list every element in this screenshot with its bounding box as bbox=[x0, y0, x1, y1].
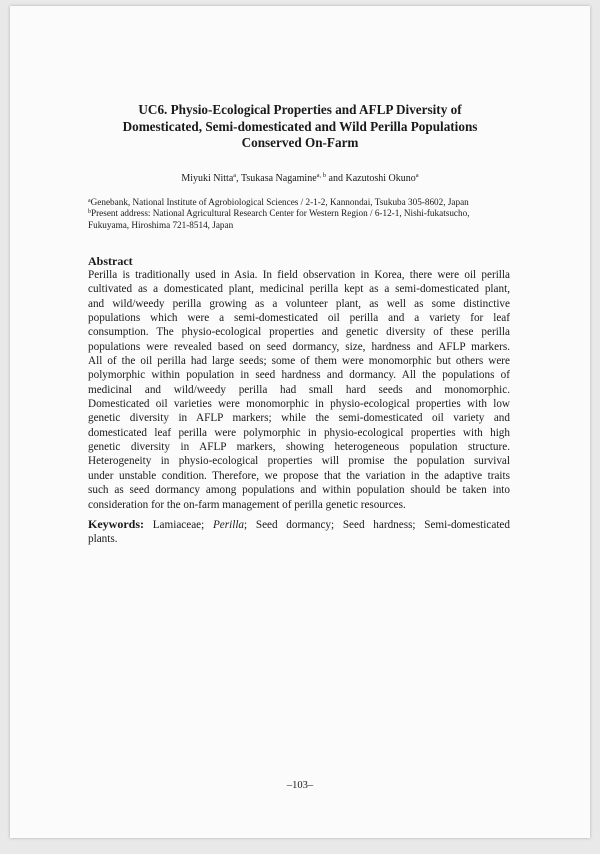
keyword-italic: Perilla bbox=[212, 519, 245, 531]
title-line-3: Conserved On-Farm bbox=[241, 135, 359, 150]
paper-page bbox=[10, 6, 590, 838]
abstract-line: cultivated as a domesticated plant, medicinal perilla kept as a semi-domesticated plant, bbox=[88, 283, 510, 296]
abstract-line: and wild/weedy perilla growing as a volunteer plant, as well as some distinctive bbox=[88, 297, 510, 310]
affiliation-text: Genebank, National Institute of Agrobiological Sciences / 2-1-2, Kannondai, Tsukuba 305-8602, Japan bbox=[90, 197, 469, 207]
affiliation-text: Present address: National Agricultural Research Center for Western Region / 6-12-1, Nishi-fukatsucho, bbox=[91, 208, 470, 219]
abstract-line: Perilla is traditionally used in Asia. In field observation in Korea, there were oil perilla bbox=[88, 269, 510, 281]
author-affiliation-mark: a bbox=[415, 172, 419, 179]
author-separator: and bbox=[326, 173, 346, 184]
keywords-line-2: plants. bbox=[88, 533, 118, 546]
abstract-line: domesticated leaf perilla were polymorphic in physio-ecological properties with high bbox=[88, 426, 510, 439]
abstract-line: under unstable condition. Therefore, we propose that the variation in the adaptive traits bbox=[88, 469, 510, 482]
abstract-line: consideration for the on-farm management of perilla genetic resources. bbox=[88, 498, 406, 511]
paper-title bbox=[80, 102, 520, 152]
abstract-line: consumption. The physio-ecological properties and genetic diversity of these perilla bbox=[88, 326, 510, 339]
author-name: Miyuki Nitta bbox=[181, 173, 234, 184]
abstract-line: genetic diversity in AFLP markers, showing heterogeneous population structure. bbox=[88, 441, 510, 454]
abstract-line: polymorphic within population in seed hardness and dormancy. All the populations of bbox=[88, 369, 510, 382]
abstract-line: medicinal and wild/weedy perilla had small hard seeds and monomorphic. bbox=[88, 383, 510, 396]
keyword-text: Lamiaceae; bbox=[152, 519, 213, 531]
title-line-2: Domesticated, Semi-domesticated and Wild Perilla Populations bbox=[122, 118, 478, 134]
author-affiliation-mark: a bbox=[233, 172, 237, 179]
author-name: Tsukasa Nagamine bbox=[240, 173, 317, 184]
abstract-line: All of the oil perilla had large seeds; some of them were monomorphic but others were bbox=[88, 355, 510, 368]
keywords bbox=[88, 517, 510, 547]
abstract-heading: Abstract bbox=[88, 254, 133, 268]
affiliation-b-continued: Fukuyama, Hiroshima 721-8514, Japan bbox=[88, 219, 234, 230]
keywords-line-1 bbox=[88, 517, 510, 532]
author-name: Kazutoshi Okuno bbox=[345, 173, 416, 184]
author-separator: , bbox=[236, 173, 241, 184]
abstract-line: genetic diversity in AFLP markers; while the semi-domesticated oil variety and bbox=[88, 412, 510, 425]
affiliation-mark: b bbox=[88, 209, 91, 216]
page-number: –103– bbox=[286, 780, 314, 791]
abstract-line: populations which were a semi-domesticated oil perilla and a variety for leaf bbox=[88, 312, 510, 325]
abstract-line: populations were revealed based on seed dormancy, size, hardness and AFLP markers. bbox=[88, 340, 510, 353]
title-line-1: UC6. Physio-Ecological Properties and AFLP Diversity of bbox=[138, 102, 462, 117]
affiliations bbox=[88, 197, 528, 231]
keywords-label: Keywords: bbox=[88, 517, 144, 531]
abstract-line: such as seed dormancy among populations and within population should be taken into bbox=[88, 484, 510, 497]
keyword-text: ; Seed dormancy; Seed hardness; Semi-domesticated bbox=[244, 519, 510, 531]
abstract-line: Heterogeneity in physio-ecological properties will promise the population survival bbox=[88, 455, 510, 468]
abstract-body bbox=[88, 268, 510, 512]
author-affiliation-mark: a, b bbox=[316, 172, 327, 179]
affiliation-a bbox=[88, 197, 528, 208]
abstract-line: Domesticated oil varieties were monomorphic in physio-ecological properties with low bbox=[88, 398, 510, 411]
affiliation-mark: a bbox=[88, 198, 91, 204]
affiliation-b bbox=[88, 208, 528, 219]
author-list bbox=[90, 172, 510, 185]
